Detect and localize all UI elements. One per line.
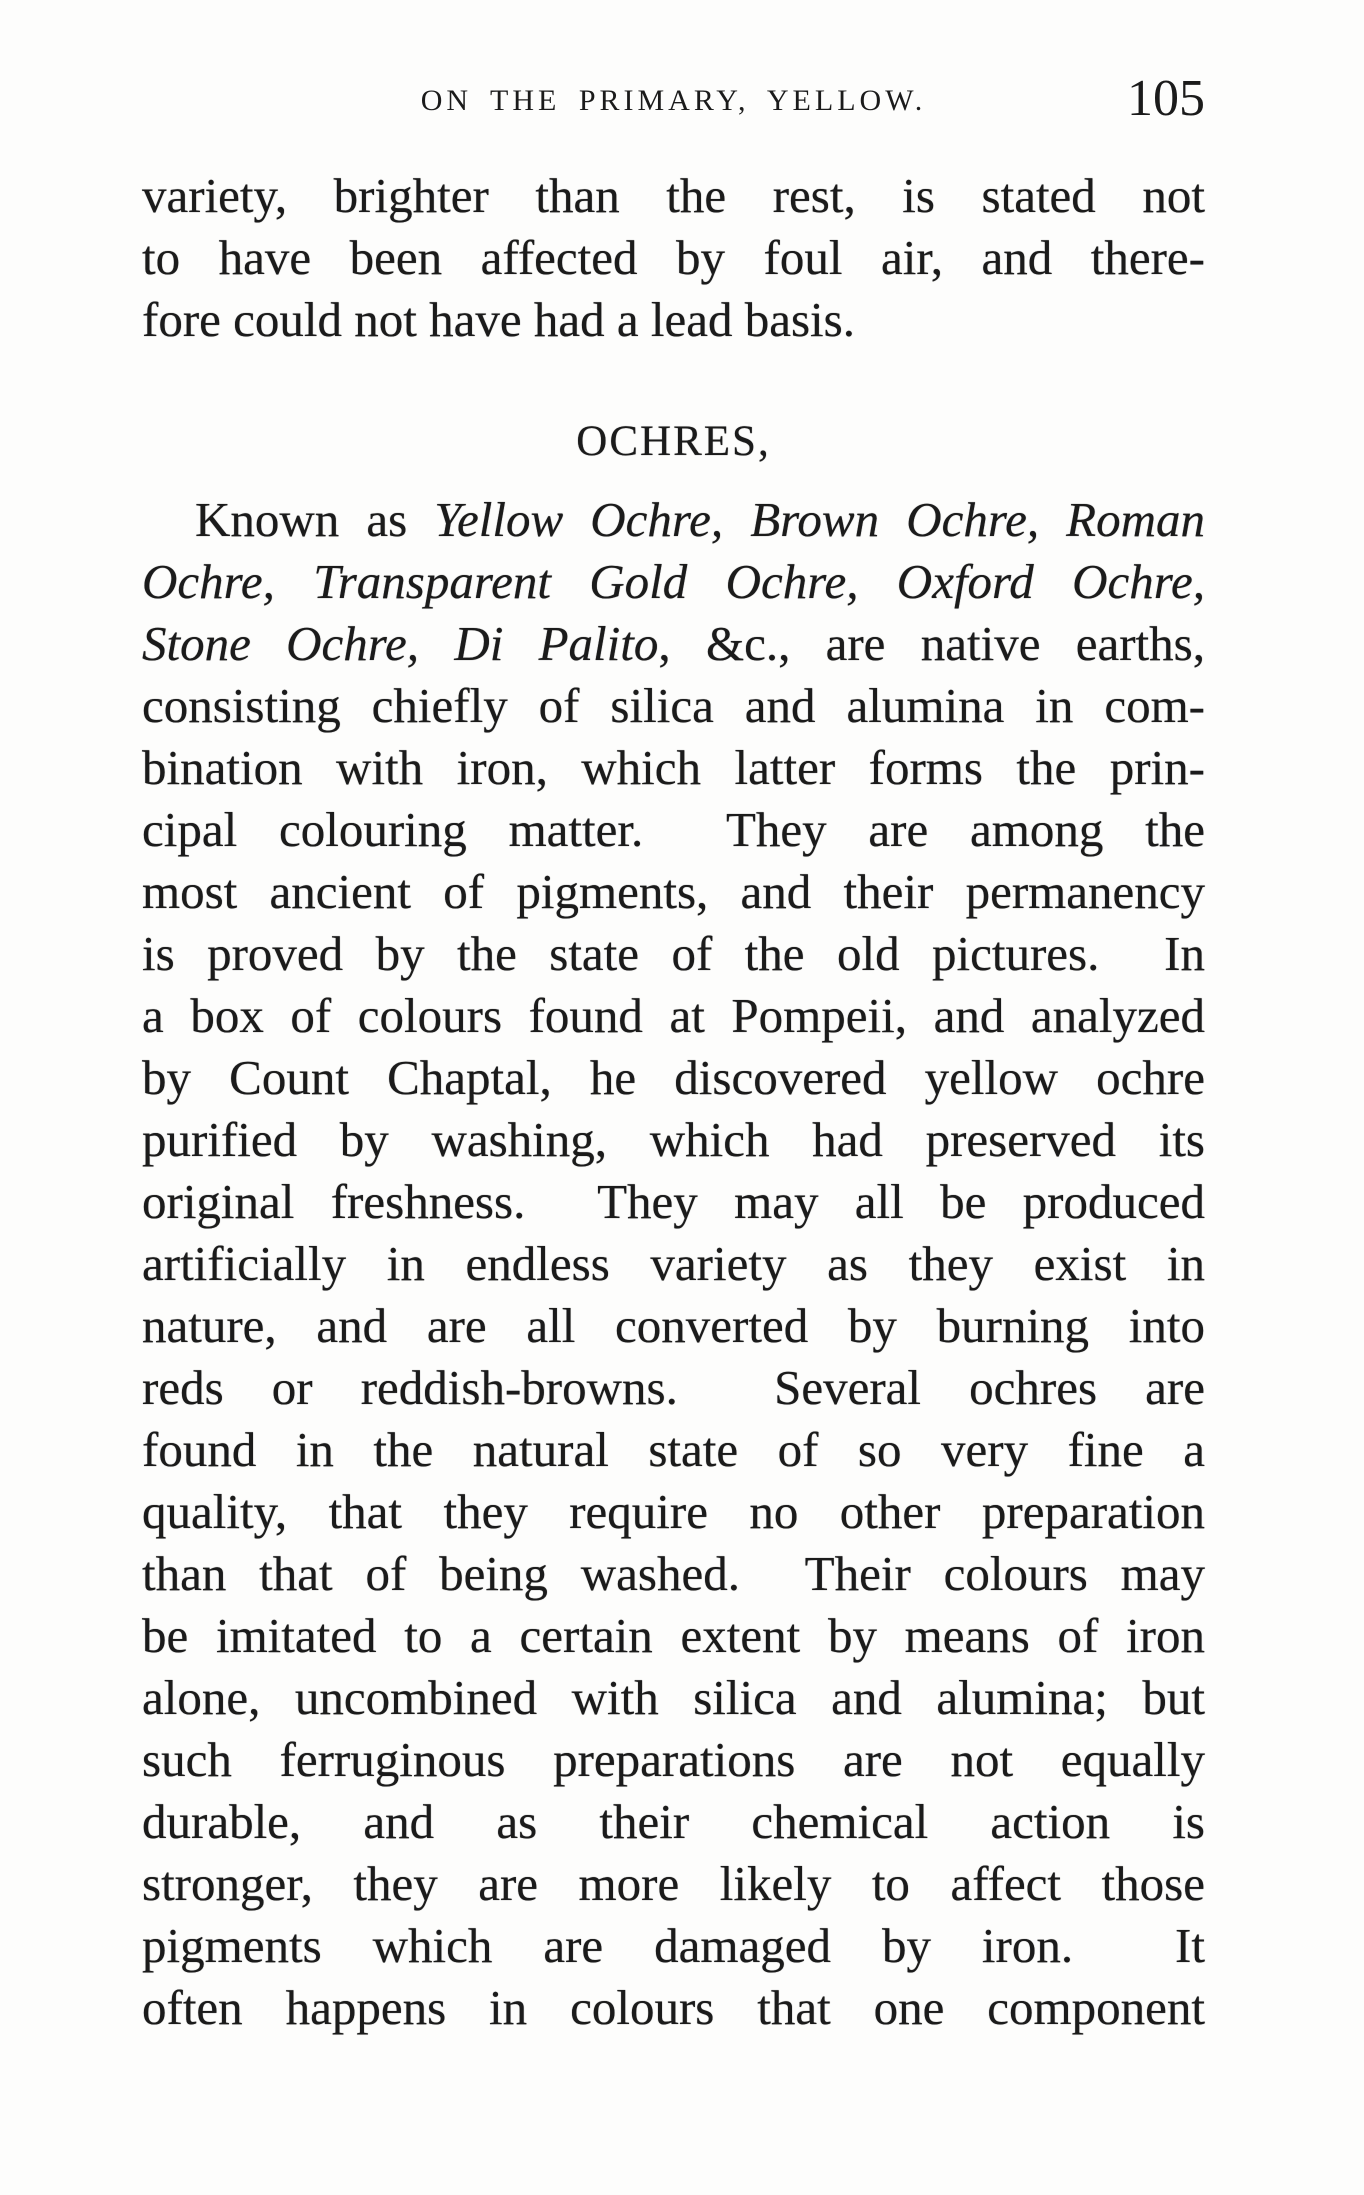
text-segment: original freshness. They may all be produced	[142, 1174, 1205, 1229]
text-block	[142, 165, 1205, 2039]
text-segment: consisting chiefly of silica and alumina in com-	[142, 678, 1205, 733]
text-segment: cipal colouring matter. They are among the	[142, 802, 1205, 857]
text-segment: quality, that they require no other preparation	[142, 1484, 1205, 1539]
text-line	[142, 1233, 1205, 1295]
text-segment: by Count Chaptal, he discovered yellow ochre	[142, 1050, 1205, 1105]
text-segment: such ferruginous preparations are not equally	[142, 1732, 1205, 1787]
italic-text-segment: Yellow Ochre, Brown Ochre, Roman	[434, 492, 1205, 547]
page-number: 105	[1127, 70, 1205, 127]
italic-text-segment: Ochre, Transparent Gold Ochre, Oxford Ochre,	[142, 554, 1205, 609]
text-line	[142, 1853, 1205, 1915]
text-segment: than that of being washed. Their colours may	[142, 1546, 1205, 1601]
text-line	[142, 489, 1205, 551]
text-line	[142, 165, 1205, 227]
text-line	[142, 1977, 1205, 2039]
text-line	[142, 1543, 1205, 1605]
running-title: ON THE PRIMARY, YELLOW.	[420, 84, 927, 117]
text-line	[142, 227, 1205, 289]
text-line	[142, 1729, 1205, 1791]
text-segment: artificially in endless variety as they exist in	[142, 1236, 1205, 1291]
text-line	[142, 675, 1205, 737]
text-segment: be imitated to a certain extent by means of iron	[142, 1608, 1205, 1663]
text-line	[142, 799, 1205, 861]
text-line	[142, 1915, 1205, 1977]
paragraph-ochres	[142, 489, 1205, 2039]
text-line	[142, 1419, 1205, 1481]
text-segment: stronger, they are more likely to affect those	[142, 1856, 1205, 1911]
text-segment: alone, uncombined with silica and alumina; but	[142, 1670, 1205, 1725]
text-segment: most ancient of pigments, and their permanency	[142, 864, 1205, 919]
page-header	[142, 70, 1205, 127]
text-line	[142, 613, 1205, 675]
section-heading: OCHRES,	[576, 418, 771, 465]
text-segment: fore could not have had a lead basis.	[142, 292, 855, 347]
text-segment: durable, and as their chemical action is	[142, 1794, 1205, 1849]
text-segment: nature, and are all converted by burning into	[142, 1298, 1205, 1353]
italic-text-segment: Stone Ochre, Di Palito	[142, 616, 659, 671]
text-segment: often happens in colours that one component	[142, 1980, 1205, 2035]
paragraph-continuation	[142, 165, 1205, 351]
text-line	[142, 1481, 1205, 1543]
text-line	[142, 1357, 1205, 1419]
text-line	[142, 1667, 1205, 1729]
text-line	[142, 861, 1205, 923]
text-segment: to have been affected by foul air, and there-	[142, 230, 1205, 285]
text-line	[142, 1295, 1205, 1357]
text-segment: reds or reddish-browns. Several ochres are	[142, 1360, 1205, 1415]
text-segment: bination with iron, which latter forms the prin-	[142, 740, 1205, 795]
text-line	[142, 289, 1205, 351]
text-segment: is proved by the state of the old pictures. In	[142, 926, 1205, 981]
text-line	[142, 1791, 1205, 1853]
text-line	[142, 923, 1205, 985]
text-segment: , &c., are native earths,	[658, 616, 1205, 671]
text-line	[142, 1171, 1205, 1233]
text-segment: pigments which are damaged by iron. It	[142, 1918, 1205, 1973]
text-segment: Known as	[195, 492, 435, 547]
text-segment: a box of colours found at Pompeii, and analyzed	[142, 988, 1205, 1043]
text-line	[142, 1109, 1205, 1171]
text-segment: variety, brighter than the rest, is stated not	[142, 168, 1205, 223]
text-line	[142, 985, 1205, 1047]
text-line	[142, 551, 1205, 613]
text-segment: purified by washing, which had preserved its	[142, 1112, 1205, 1167]
text-segment: found in the natural state of so very fine a	[142, 1422, 1205, 1477]
text-line	[142, 1605, 1205, 1667]
text-line	[142, 737, 1205, 799]
text-line	[142, 1047, 1205, 1109]
